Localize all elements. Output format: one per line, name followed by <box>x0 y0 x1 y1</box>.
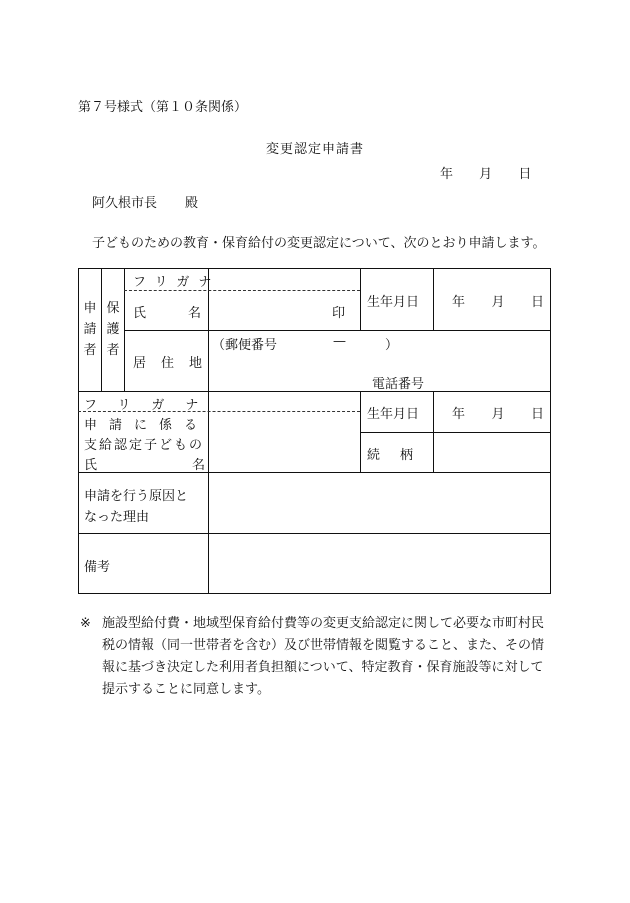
child-furigana-label: フリガナ <box>84 398 220 413</box>
year-label: 年 <box>440 167 454 182</box>
addressee-name: 阿久根市長 <box>92 196 158 211</box>
seal-mark: 印 <box>332 306 346 321</box>
child-birthdate-fields: 年 月 日 <box>452 407 544 422</box>
remarks-label: 備考 <box>84 560 111 575</box>
child-label-line2: 支給認定子どもの <box>84 438 205 453</box>
reason-label-line1: 申請を行う原因と <box>84 489 189 504</box>
day-label: 日 <box>518 167 532 182</box>
postal-dash: — <box>333 334 346 349</box>
form-number: 第７号様式（第１０条関係） <box>78 100 248 115</box>
page-title: 変更認定申請書 <box>265 142 364 157</box>
birthdate-label: 生年月日 <box>367 295 420 310</box>
guardian-label: 保護者 <box>106 301 120 358</box>
address-label: 居住地 <box>133 356 218 371</box>
intro-text: 子どものための教育・保育給付の変更認定について、次のとおり申請します。 <box>92 236 546 251</box>
applicant-label: 申請者 <box>83 301 97 358</box>
postal-close: ） <box>385 338 399 353</box>
month-label: 月 <box>479 167 493 182</box>
note-text: 施設型給付費・地域型保育給付費等の変更支給認定に関して必要な市町村民税の情報（同一世帯者を含む）及び世帯情報を閲覧すること、また、その情報に基づき決定した利用者負担額について、特定教育・保育施設等に対して提示することに同意します。 <box>102 616 545 697</box>
birthdate-fields: 年 月 日 <box>452 295 544 310</box>
reason-label-line2: なった理由 <box>84 510 150 525</box>
phone-label: 電話番号 <box>372 377 425 392</box>
addressee-suffix: 殿 <box>185 196 199 211</box>
consent-note <box>80 613 555 701</box>
postal-label: （郵便番号 <box>212 338 278 353</box>
child-label-line3: 氏名 <box>84 458 301 473</box>
child-label-line1: 申請に係る <box>84 418 210 433</box>
relationship-label: 続柄 <box>367 448 434 463</box>
name-label: 氏名 <box>133 306 244 321</box>
furigana-label: フリガナ <box>133 275 221 290</box>
note-mark: ※ <box>80 616 91 631</box>
child-birthdate-label: 生年月日 <box>367 407 420 422</box>
